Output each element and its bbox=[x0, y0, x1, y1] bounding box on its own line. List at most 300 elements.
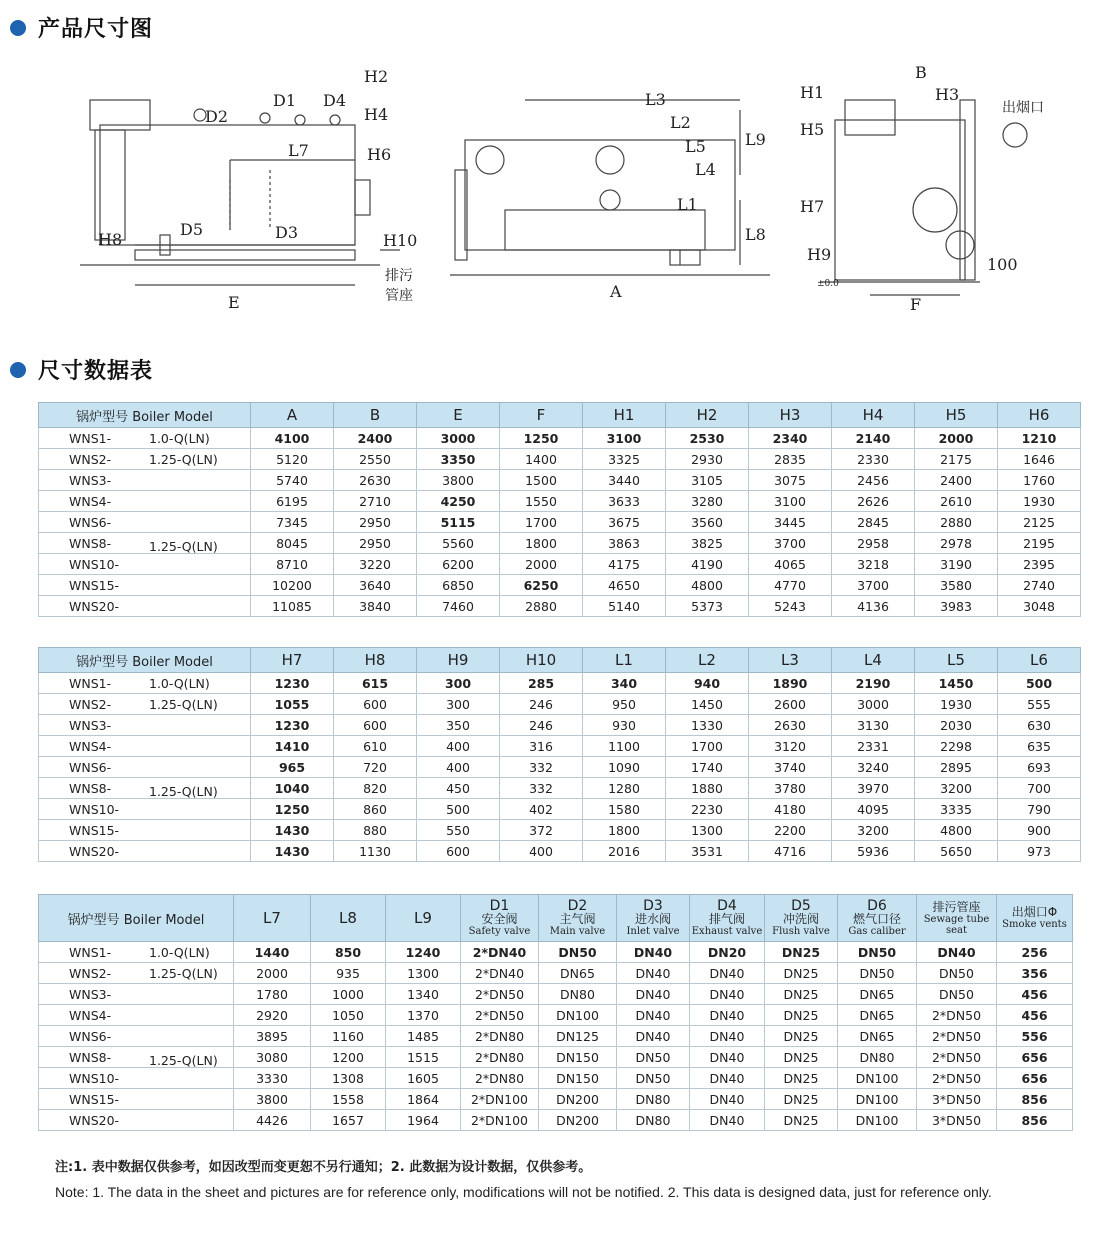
value-cell: 950 bbox=[583, 694, 666, 715]
boiler-dimension-diagram bbox=[80, 60, 1080, 320]
bullet-icon bbox=[10, 20, 26, 36]
value-cell: 3440 bbox=[583, 470, 666, 491]
value-cell: 880 bbox=[334, 820, 417, 841]
value-cell: DN25 bbox=[765, 942, 838, 963]
svg-text:L2: L2 bbox=[670, 113, 691, 132]
value-cell: DN40 bbox=[617, 942, 690, 963]
value-cell: 3220 bbox=[334, 554, 417, 575]
value-cell: DN40 bbox=[690, 1089, 765, 1110]
value-cell: 2550 bbox=[334, 449, 417, 470]
table-row bbox=[39, 491, 1081, 512]
value-cell: 3075 bbox=[749, 470, 832, 491]
value-cell: 2*DN80 bbox=[461, 1068, 539, 1089]
value-cell: DN80 bbox=[539, 984, 617, 1005]
table-header-cell: 锅炉型号 Boiler Model bbox=[39, 403, 251, 428]
value-cell: 1050 bbox=[311, 1005, 386, 1026]
value-cell: DN65 bbox=[838, 1005, 917, 1026]
value-cell: 555 bbox=[998, 694, 1081, 715]
value-cell: 1230 bbox=[251, 673, 334, 694]
value-cell: 3335 bbox=[915, 799, 998, 820]
svg-text:D4: D4 bbox=[323, 91, 347, 110]
value-cell: DN25 bbox=[765, 1110, 838, 1131]
value-cell: DN80 bbox=[838, 1047, 917, 1068]
table-row bbox=[39, 694, 1081, 715]
model-cell: WNS4- bbox=[39, 491, 251, 512]
value-cell: 1230 bbox=[251, 715, 334, 736]
value-cell: 965 bbox=[251, 757, 334, 778]
value-cell: 5936 bbox=[832, 841, 915, 862]
value-cell: 1330 bbox=[666, 715, 749, 736]
value-cell: DN25 bbox=[765, 1089, 838, 1110]
svg-text:H3: H3 bbox=[935, 85, 960, 104]
value-cell: 6250 bbox=[500, 575, 583, 596]
value-cell: DN100 bbox=[539, 1005, 617, 1026]
value-cell: DN80 bbox=[617, 1110, 690, 1131]
value-cell: 2*DN50 bbox=[461, 1005, 539, 1026]
value-cell: DN150 bbox=[539, 1047, 617, 1068]
value-cell: 2600 bbox=[749, 694, 832, 715]
value-cell: DN40 bbox=[617, 984, 690, 1005]
svg-text:100: 100 bbox=[987, 255, 1018, 274]
value-cell: 8045 bbox=[251, 533, 334, 554]
value-cell: 3130 bbox=[832, 715, 915, 736]
value-cell: 3800 bbox=[234, 1089, 311, 1110]
value-cell: DN50 bbox=[917, 984, 997, 1005]
table-header-cell: D5 冲洗阀 Flush valve bbox=[765, 895, 838, 942]
table-header-cell: H3 bbox=[749, 403, 832, 428]
value-cell: 3000 bbox=[417, 428, 500, 449]
value-cell: 1308 bbox=[311, 1068, 386, 1089]
table-row bbox=[39, 799, 1081, 820]
value-cell: 1558 bbox=[311, 1089, 386, 1110]
table-header-cell: H7 bbox=[251, 648, 334, 673]
value-cell: 3983 bbox=[915, 596, 998, 617]
value-cell: 4100 bbox=[251, 428, 334, 449]
value-cell: 1657 bbox=[311, 1110, 386, 1131]
value-cell: 285 bbox=[500, 673, 583, 694]
value-cell: 1400 bbox=[500, 449, 583, 470]
table-row bbox=[39, 673, 1081, 694]
note-chinese: 注:1. 表中数据仅供参考，如因改型而变更恕不另行通知；2. 此数据为设计数据，仅供参考。 bbox=[55, 1160, 592, 1175]
value-cell: 4136 bbox=[832, 596, 915, 617]
model-cell: WNS6- bbox=[39, 757, 251, 778]
value-cell: 400 bbox=[417, 736, 500, 757]
value-cell: 3863 bbox=[583, 533, 666, 554]
table-row bbox=[39, 449, 1081, 470]
value-cell: 900 bbox=[998, 820, 1081, 841]
model-cell: WNS10- bbox=[39, 799, 251, 820]
value-cell: 6195 bbox=[251, 491, 334, 512]
model-cell: WNS15- bbox=[39, 1089, 234, 1110]
value-cell: DN40 bbox=[690, 984, 765, 1005]
table-row bbox=[39, 1110, 1073, 1131]
svg-text:H6: H6 bbox=[367, 145, 392, 164]
table-header-cell: D6 燃气口径 Gas caliber bbox=[838, 895, 917, 942]
value-cell: 332 bbox=[500, 757, 583, 778]
value-cell: 3105 bbox=[666, 470, 749, 491]
value-cell: 550 bbox=[417, 820, 500, 841]
value-cell: 3840 bbox=[334, 596, 417, 617]
value-cell: 2*DN50 bbox=[461, 984, 539, 1005]
model-cell: WNS8- bbox=[39, 778, 251, 799]
value-cell: 450 bbox=[417, 778, 500, 799]
value-cell: 1450 bbox=[666, 694, 749, 715]
svg-text:H9: H9 bbox=[807, 245, 832, 264]
value-cell: 556 bbox=[997, 1026, 1073, 1047]
value-cell: 4175 bbox=[583, 554, 666, 575]
table-header-cell: L1 bbox=[583, 648, 666, 673]
value-cell: 4180 bbox=[749, 799, 832, 820]
svg-text:L5: L5 bbox=[685, 137, 706, 156]
table-header-cell: E bbox=[417, 403, 500, 428]
table-row bbox=[39, 942, 1073, 963]
value-cell: 860 bbox=[334, 799, 417, 820]
value-cell: 4065 bbox=[749, 554, 832, 575]
value-cell: 600 bbox=[334, 715, 417, 736]
value-cell: DN25 bbox=[765, 1005, 838, 1026]
value-cell: 1200 bbox=[311, 1047, 386, 1068]
value-cell: 2740 bbox=[998, 575, 1081, 596]
value-cell: 246 bbox=[500, 694, 583, 715]
value-cell: 973 bbox=[998, 841, 1081, 862]
table-header-cell: L4 bbox=[832, 648, 915, 673]
svg-text:L7: L7 bbox=[288, 141, 309, 160]
value-cell: 2530 bbox=[666, 428, 749, 449]
table-header-cell: H5 bbox=[915, 403, 998, 428]
value-cell: DN40 bbox=[617, 963, 690, 984]
svg-text:L9: L9 bbox=[745, 130, 766, 149]
value-cell: 2*DN50 bbox=[917, 1026, 997, 1047]
value-cell: 356 bbox=[997, 963, 1073, 984]
value-cell: 6200 bbox=[417, 554, 500, 575]
value-cell: 3325 bbox=[583, 449, 666, 470]
table-row bbox=[39, 715, 1081, 736]
value-cell: 8710 bbox=[251, 554, 334, 575]
value-cell: 3700 bbox=[832, 575, 915, 596]
value-cell: 500 bbox=[998, 673, 1081, 694]
value-cell: 256 bbox=[997, 942, 1073, 963]
value-cell: 1300 bbox=[386, 963, 461, 984]
value-cell: 2125 bbox=[998, 512, 1081, 533]
value-cell: 1370 bbox=[386, 1005, 461, 1026]
svg-text:D5: D5 bbox=[180, 220, 204, 239]
value-cell: DN65 bbox=[838, 984, 917, 1005]
value-cell: 1090 bbox=[583, 757, 666, 778]
svg-text:L8: L8 bbox=[745, 225, 766, 244]
value-cell: DN80 bbox=[617, 1089, 690, 1110]
svg-text:L4: L4 bbox=[695, 160, 716, 179]
value-cell: 1930 bbox=[998, 491, 1081, 512]
value-cell: DN200 bbox=[539, 1089, 617, 1110]
value-cell: DN40 bbox=[690, 963, 765, 984]
value-cell: 3350 bbox=[417, 449, 500, 470]
value-cell: 5560 bbox=[417, 533, 500, 554]
value-cell: 7345 bbox=[251, 512, 334, 533]
value-cell: 4650 bbox=[583, 575, 666, 596]
value-cell: DN25 bbox=[765, 984, 838, 1005]
model-cell: WNS10- bbox=[39, 1068, 234, 1089]
value-cell: 3970 bbox=[832, 778, 915, 799]
value-cell: 3675 bbox=[583, 512, 666, 533]
table-header-cell: H10 bbox=[500, 648, 583, 673]
value-cell: 3580 bbox=[915, 575, 998, 596]
svg-text:F: F bbox=[910, 295, 922, 314]
table-header-cell: D1 安全阀 Safety valve bbox=[461, 895, 539, 942]
value-cell: 1580 bbox=[583, 799, 666, 820]
value-cell: 4800 bbox=[666, 575, 749, 596]
value-cell: 1550 bbox=[500, 491, 583, 512]
table-row bbox=[39, 1026, 1073, 1047]
table-row bbox=[39, 1068, 1073, 1089]
value-cell: 1700 bbox=[666, 736, 749, 757]
value-cell: 1100 bbox=[583, 736, 666, 757]
value-cell: 1340 bbox=[386, 984, 461, 1005]
value-cell: 2140 bbox=[832, 428, 915, 449]
table-header-cell: F bbox=[500, 403, 583, 428]
value-cell: DN20 bbox=[690, 942, 765, 963]
value-cell: 3330 bbox=[234, 1068, 311, 1089]
model-cell: WNS10- bbox=[39, 554, 251, 575]
table-header-cell: 排污管座 Sewage tube seat bbox=[917, 895, 997, 942]
value-cell: DN100 bbox=[838, 1089, 917, 1110]
value-cell: 3240 bbox=[832, 757, 915, 778]
section-title-drawing: 产品尺寸图 bbox=[10, 12, 153, 43]
table-row bbox=[39, 736, 1081, 757]
value-cell: 402 bbox=[500, 799, 583, 820]
value-cell: 3120 bbox=[749, 736, 832, 757]
svg-text:B: B bbox=[915, 63, 927, 82]
value-cell: DN25 bbox=[765, 1047, 838, 1068]
value-cell: 2298 bbox=[915, 736, 998, 757]
value-cell: 350 bbox=[417, 715, 500, 736]
table-row bbox=[39, 470, 1081, 491]
table-header-cell: H2 bbox=[666, 403, 749, 428]
value-cell: 10200 bbox=[251, 575, 334, 596]
value-cell: 2000 bbox=[915, 428, 998, 449]
value-cell: 1410 bbox=[251, 736, 334, 757]
value-cell: 1880 bbox=[666, 778, 749, 799]
value-cell: 1964 bbox=[386, 1110, 461, 1131]
value-cell: 1430 bbox=[251, 841, 334, 862]
model-cell: WNS3-1.25-Q(LN) bbox=[39, 470, 251, 491]
model-cell: WNS1- 1.0-Q(LN) bbox=[39, 942, 234, 963]
value-cell: 1250 bbox=[251, 799, 334, 820]
model-cell: WNS1- 1.0-Q(LN) bbox=[39, 428, 251, 449]
value-cell: 2920 bbox=[234, 1005, 311, 1026]
model-cell: WNS8- bbox=[39, 533, 251, 554]
value-cell: 2000 bbox=[234, 963, 311, 984]
table-header-cell: L8 bbox=[311, 895, 386, 942]
value-cell: 3560 bbox=[666, 512, 749, 533]
value-cell: 1000 bbox=[311, 984, 386, 1005]
value-cell: DN100 bbox=[838, 1068, 917, 1089]
value-cell: 2880 bbox=[915, 512, 998, 533]
value-cell: 1780 bbox=[234, 984, 311, 1005]
table-row bbox=[39, 428, 1081, 449]
value-cell: 2630 bbox=[334, 470, 417, 491]
model-cell: WNS20- bbox=[39, 1110, 234, 1131]
dimension-table-1 bbox=[38, 402, 1081, 617]
value-cell: 2978 bbox=[915, 533, 998, 554]
svg-text:D2: D2 bbox=[205, 107, 229, 126]
value-cell: DN50 bbox=[838, 942, 917, 963]
value-cell: 1930 bbox=[915, 694, 998, 715]
value-cell: 2*DN50 bbox=[917, 1047, 997, 1068]
value-cell: 3780 bbox=[749, 778, 832, 799]
svg-text:D3: D3 bbox=[275, 223, 299, 242]
value-cell: 5740 bbox=[251, 470, 334, 491]
value-cell: DN40 bbox=[690, 1068, 765, 1089]
value-cell: 3700 bbox=[749, 533, 832, 554]
value-cell: 4095 bbox=[832, 799, 915, 820]
value-cell: 11085 bbox=[251, 596, 334, 617]
value-cell: 1760 bbox=[998, 470, 1081, 491]
value-cell: 4770 bbox=[749, 575, 832, 596]
model-cell: WNS20- bbox=[39, 596, 251, 617]
section-title-data-table: 尺寸数据表 bbox=[10, 354, 153, 385]
value-cell: 856 bbox=[997, 1110, 1073, 1131]
model-cell: WNS2- 1.25-Q(LN) bbox=[39, 694, 251, 715]
value-cell: 3000 bbox=[832, 694, 915, 715]
value-cell: 3531 bbox=[666, 841, 749, 862]
value-cell: 1250 bbox=[500, 428, 583, 449]
value-cell: DN150 bbox=[539, 1068, 617, 1089]
value-cell: 2400 bbox=[915, 470, 998, 491]
table-header-cell: B bbox=[334, 403, 417, 428]
value-cell: 1646 bbox=[998, 449, 1081, 470]
value-cell: 5650 bbox=[915, 841, 998, 862]
table-header-cell: D3 进水阀 Inlet valve bbox=[617, 895, 690, 942]
value-cell: 400 bbox=[417, 757, 500, 778]
svg-text:L1: L1 bbox=[677, 195, 698, 214]
value-cell: DN40 bbox=[617, 1005, 690, 1026]
model-cell: WNS20- bbox=[39, 841, 251, 862]
table-header-cell: 锅炉型号 Boiler Model bbox=[39, 895, 234, 942]
value-cell: 3048 bbox=[998, 596, 1081, 617]
value-cell: 2*DN40 bbox=[461, 942, 539, 963]
value-cell: 1500 bbox=[500, 470, 583, 491]
value-cell: 3200 bbox=[832, 820, 915, 841]
value-cell: 372 bbox=[500, 820, 583, 841]
value-cell: DN50 bbox=[838, 963, 917, 984]
value-cell: 2*DN80 bbox=[461, 1026, 539, 1047]
value-cell: 1160 bbox=[311, 1026, 386, 1047]
value-cell: 2190 bbox=[832, 673, 915, 694]
value-cell: 1864 bbox=[386, 1089, 461, 1110]
value-cell: 2630 bbox=[749, 715, 832, 736]
value-cell: 1130 bbox=[334, 841, 417, 862]
value-cell: 3640 bbox=[334, 575, 417, 596]
value-cell: DN25 bbox=[765, 963, 838, 984]
value-cell: DN40 bbox=[617, 1026, 690, 1047]
table-row bbox=[39, 512, 1081, 533]
value-cell: 2*DN50 bbox=[917, 1005, 997, 1026]
table-header-cell: H9 bbox=[417, 648, 500, 673]
dimension-table-2 bbox=[38, 647, 1081, 862]
table-row bbox=[39, 841, 1081, 862]
value-cell: 850 bbox=[311, 942, 386, 963]
value-cell: DN50 bbox=[917, 963, 997, 984]
table-header-cell: H8 bbox=[334, 648, 417, 673]
svg-text:出烟口: 出烟口 bbox=[1002, 100, 1044, 116]
value-cell: 2950 bbox=[334, 533, 417, 554]
svg-text:L3: L3 bbox=[645, 90, 666, 109]
value-cell: 3200 bbox=[915, 778, 998, 799]
value-cell: DN125 bbox=[539, 1026, 617, 1047]
svg-text:H2: H2 bbox=[364, 67, 389, 86]
value-cell: 4800 bbox=[915, 820, 998, 841]
model-cell: WNS8- bbox=[39, 1047, 234, 1068]
value-cell: 1055 bbox=[251, 694, 334, 715]
table-header-cell: L6 bbox=[998, 648, 1081, 673]
value-cell: 246 bbox=[500, 715, 583, 736]
svg-text:H1: H1 bbox=[800, 83, 825, 102]
value-cell: DN50 bbox=[617, 1047, 690, 1068]
table-header-cell: L7 bbox=[234, 895, 311, 942]
value-cell: 615 bbox=[334, 673, 417, 694]
model-cell: WNS6- bbox=[39, 1026, 234, 1047]
table-row bbox=[39, 554, 1081, 575]
model-cell: WNS6- bbox=[39, 512, 251, 533]
value-cell: 2195 bbox=[998, 533, 1081, 554]
svg-text:E: E bbox=[228, 293, 240, 312]
value-cell: DN40 bbox=[690, 1005, 765, 1026]
value-cell: 2000 bbox=[500, 554, 583, 575]
note-english: Note: 1. The data in the sheet and pictures are for reference only, modifications will not be notified. 2. This data is designed data, just for reference only. bbox=[55, 1184, 992, 1200]
value-cell: 2626 bbox=[832, 491, 915, 512]
svg-text:排污: 排污 bbox=[385, 268, 413, 284]
value-cell: 1515 bbox=[386, 1047, 461, 1068]
value-cell: 2*DN100 bbox=[461, 1089, 539, 1110]
value-cell: 2880 bbox=[500, 596, 583, 617]
value-cell: 3800 bbox=[417, 470, 500, 491]
svg-text:H7: H7 bbox=[800, 197, 825, 216]
value-cell: 332 bbox=[500, 778, 583, 799]
value-cell: 1430 bbox=[251, 820, 334, 841]
value-cell: 790 bbox=[998, 799, 1081, 820]
model-cell: WNS15- bbox=[39, 575, 251, 596]
value-cell: 2610 bbox=[915, 491, 998, 512]
model-cell: WNS15- bbox=[39, 820, 251, 841]
value-cell: 1605 bbox=[386, 1068, 461, 1089]
svg-text:管座: 管座 bbox=[385, 288, 413, 304]
value-cell: 1890 bbox=[749, 673, 832, 694]
value-cell: 3080 bbox=[234, 1047, 311, 1068]
model-cell: WNS3-1.25-Q(LN) bbox=[39, 984, 234, 1005]
value-cell: 856 bbox=[997, 1089, 1073, 1110]
table-row bbox=[39, 1005, 1073, 1026]
table-row bbox=[39, 596, 1081, 617]
value-cell: 2030 bbox=[915, 715, 998, 736]
model-cell: WNS2- 1.25-Q(LN) bbox=[39, 449, 251, 470]
value-cell: 600 bbox=[334, 694, 417, 715]
table-header-cell: D4 排气阀 Exhaust valve bbox=[690, 895, 765, 942]
table-row bbox=[39, 820, 1081, 841]
value-cell: 1040 bbox=[251, 778, 334, 799]
value-cell: 2400 bbox=[334, 428, 417, 449]
table-header-cell: H1 bbox=[583, 403, 666, 428]
value-cell: 3740 bbox=[749, 757, 832, 778]
svg-text:H10: H10 bbox=[383, 231, 418, 250]
value-cell: 1440 bbox=[234, 942, 311, 963]
value-cell: 2330 bbox=[832, 449, 915, 470]
value-cell: 2*DN40 bbox=[461, 963, 539, 984]
value-cell: 2200 bbox=[749, 820, 832, 841]
value-cell: 4426 bbox=[234, 1110, 311, 1131]
value-cell: DN50 bbox=[539, 942, 617, 963]
value-cell: 4190 bbox=[666, 554, 749, 575]
svg-text:D1: D1 bbox=[273, 91, 297, 110]
